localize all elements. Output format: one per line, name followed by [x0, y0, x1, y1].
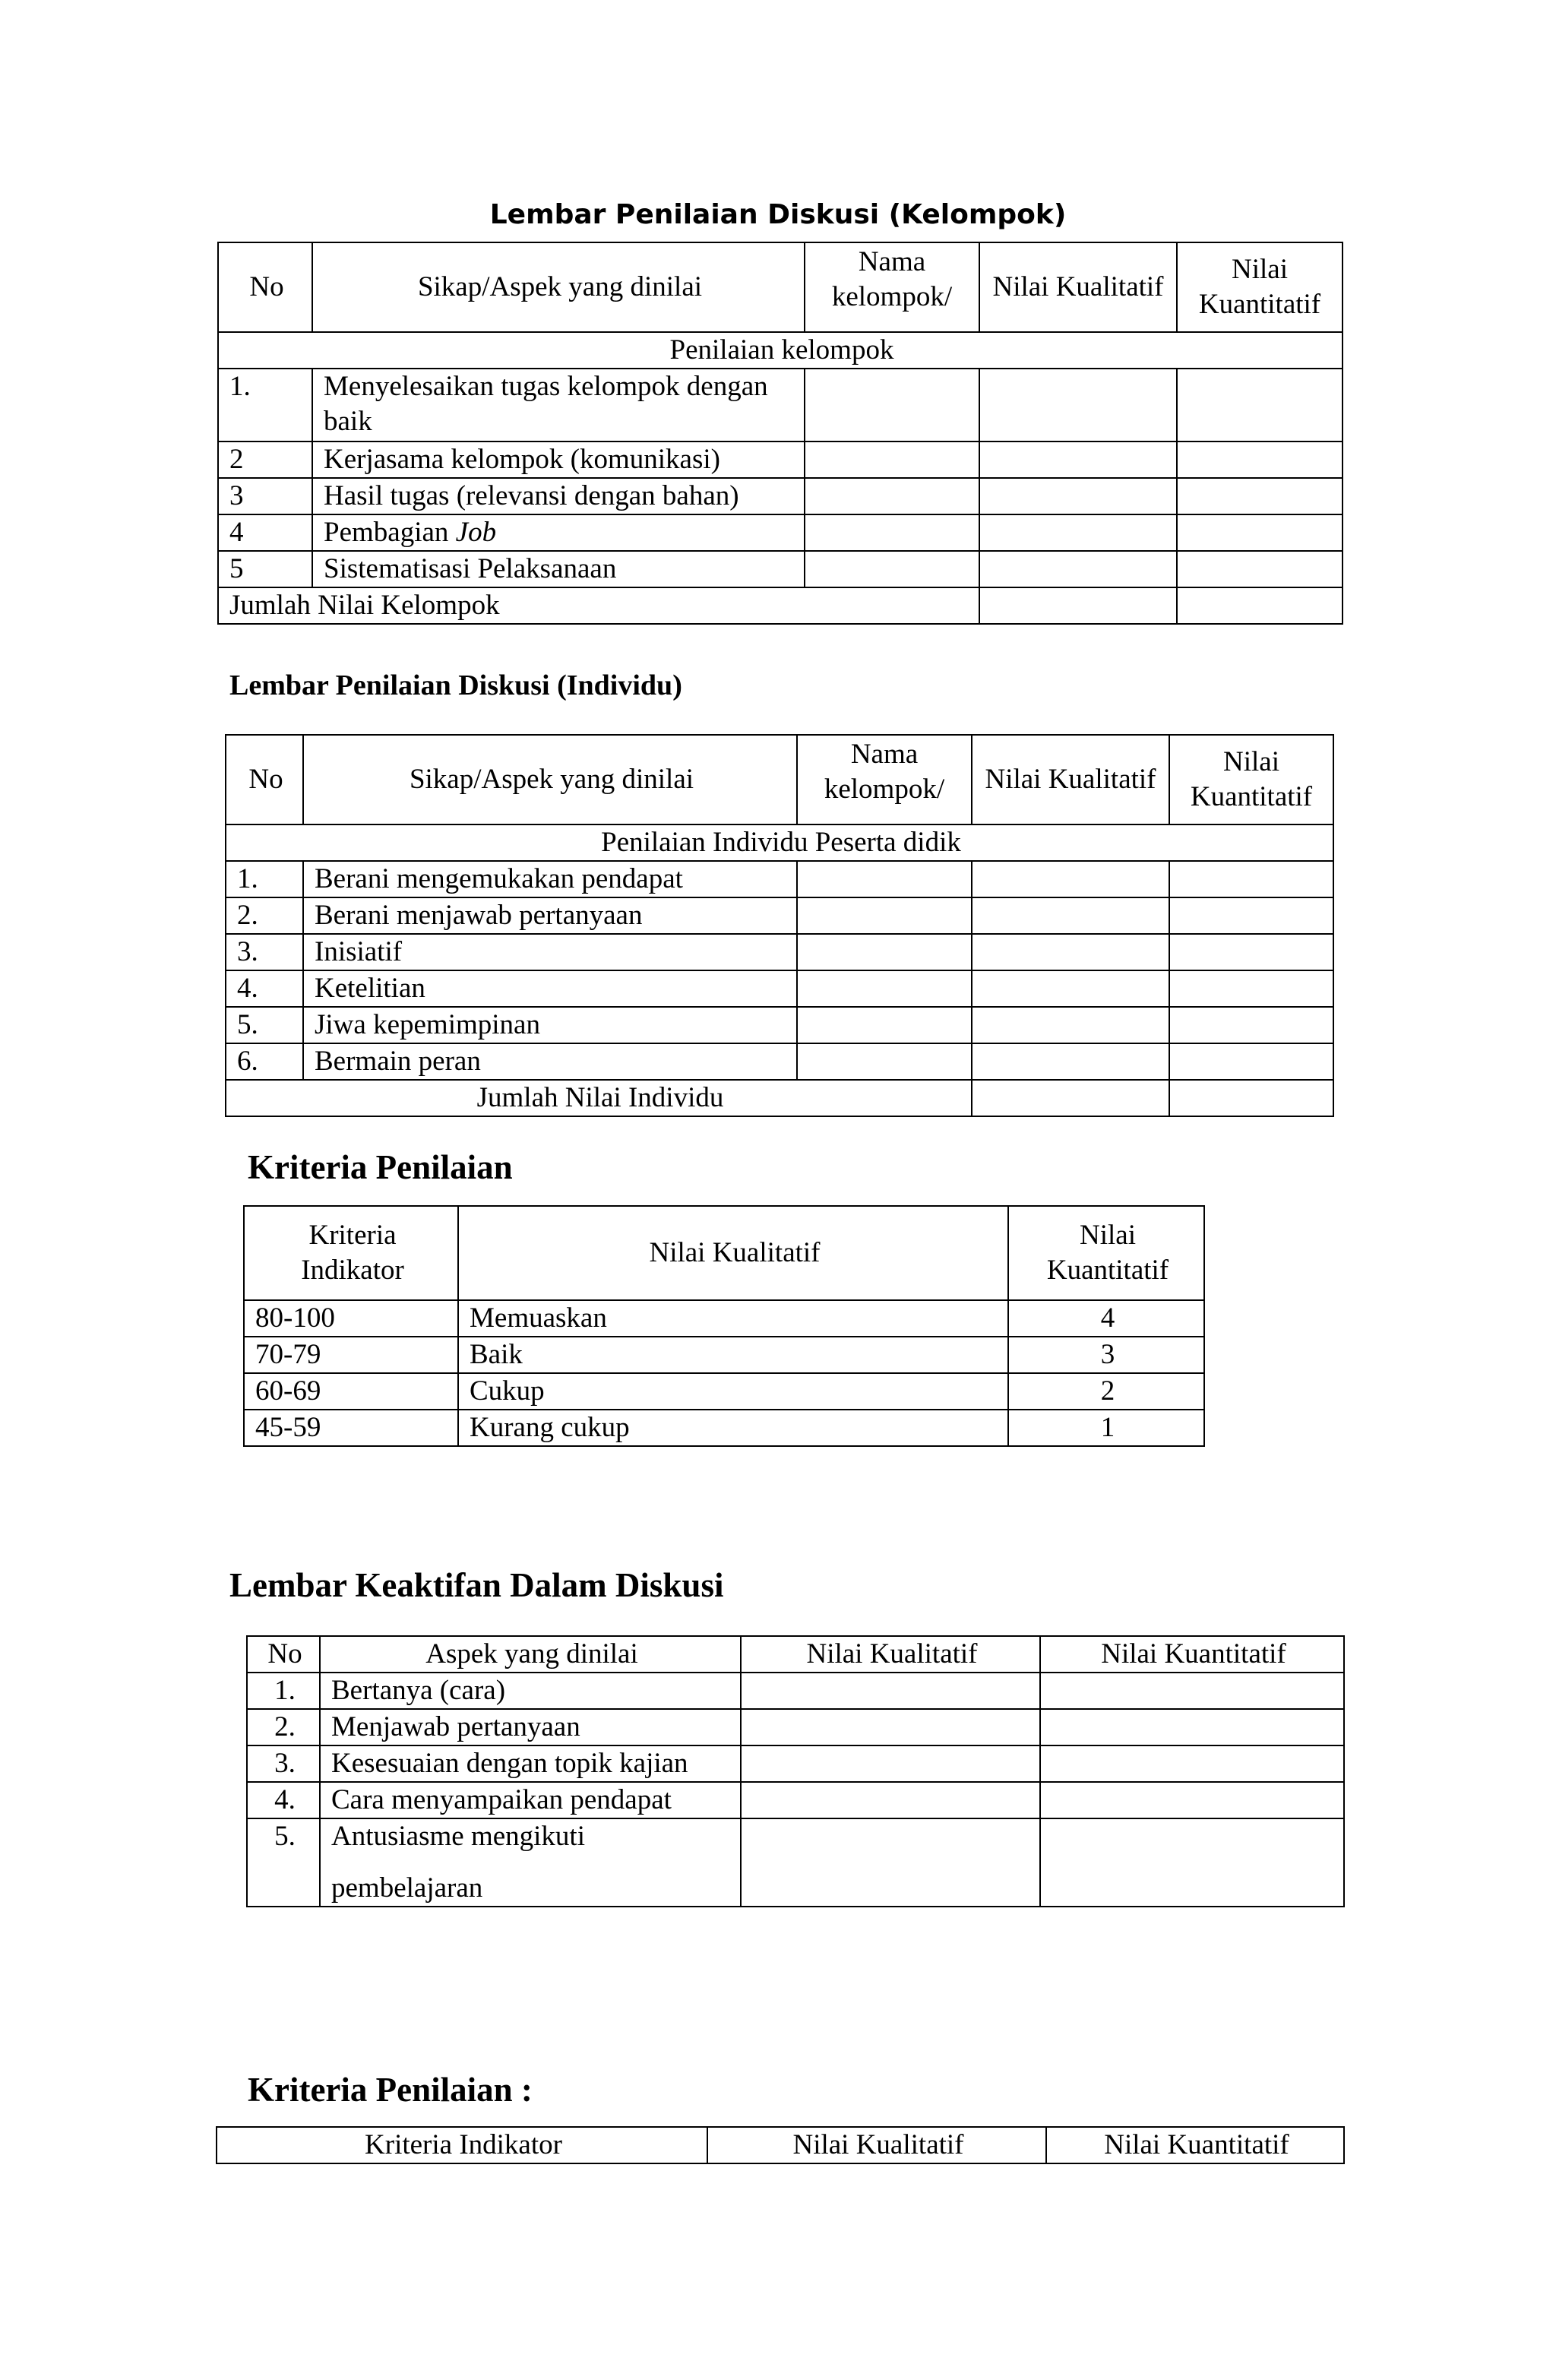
- row-no: 2.: [226, 897, 303, 934]
- section4-title: Lembar Keaktifan Dalam Diskusi: [229, 1566, 724, 1604]
- header-no: No: [247, 1636, 320, 1673]
- row-aspect: Menyelesaikan tugas kelompok dengan baik: [312, 369, 805, 442]
- name-cell: [797, 934, 972, 970]
- qualitative-cell: [741, 1745, 1040, 1782]
- name-cell: [797, 970, 972, 1007]
- header-qualitative: Nilai Kualitatif: [458, 1206, 1008, 1300]
- table-header-row: [218, 242, 1343, 332]
- header-criteria: Kriteria Indikator: [244, 1206, 458, 1300]
- name-cell: [805, 478, 979, 514]
- qualitative-cell: [979, 514, 1177, 551]
- row-no: 3.: [247, 1745, 320, 1782]
- name-cell: [797, 1007, 972, 1043]
- quantitative-cell: [1169, 1007, 1333, 1043]
- quantitative-cell: [1177, 587, 1343, 624]
- subheader-label: Penilaian Individu Peserta didik: [226, 824, 1333, 861]
- qualitative-value: Kurang cukup: [458, 1410, 1008, 1446]
- row-aspect: Hasil tugas (relevansi dengan bahan): [312, 478, 805, 514]
- row-aspect: Antusiasme mengikuti pembelajaran: [320, 1818, 741, 1907]
- table-row: [247, 1673, 1344, 1709]
- table-row: [226, 1043, 1333, 1080]
- row-no: 1.: [218, 369, 312, 442]
- name-cell: [805, 514, 979, 551]
- header-no: No: [226, 735, 303, 824]
- qualitative-cell: [972, 861, 1169, 897]
- table-header-row: [226, 735, 1333, 824]
- table-row: [247, 1782, 1344, 1818]
- qualitative-cell: [741, 1782, 1040, 1818]
- quantitative-cell: [1169, 1043, 1333, 1080]
- quantitative-cell: [1177, 478, 1343, 514]
- total-label: Jumlah Nilai Kelompok: [218, 587, 979, 624]
- row-aspect: Kerjasama kelompok (komunikasi): [312, 442, 805, 478]
- name-cell: [797, 861, 972, 897]
- row-no: 5.: [247, 1818, 320, 1907]
- subheader-row: [218, 332, 1343, 369]
- quantitative-cell: [1040, 1709, 1344, 1745]
- criteria-table: [243, 1205, 1205, 1447]
- table-row: [226, 897, 1333, 934]
- row-no: 1.: [226, 861, 303, 897]
- header-qualitative: Nilai Kualitatif: [741, 1636, 1040, 1673]
- row-no: 5.: [226, 1007, 303, 1043]
- row-aspect: Inisiatif: [303, 934, 797, 970]
- qualitative-value: Memuaskan: [458, 1300, 1008, 1337]
- quantitative-cell: [1169, 897, 1333, 934]
- qualitative-cell: [979, 369, 1177, 442]
- qualitative-value: Baik: [458, 1337, 1008, 1373]
- table-row: [244, 1337, 1204, 1373]
- quantitative-value: 3: [1008, 1337, 1204, 1373]
- row-aspect: Bertanya (cara): [320, 1673, 741, 1709]
- qualitative-cell: [741, 1709, 1040, 1745]
- header-qualitative: Nilai Kualitatif: [979, 242, 1177, 332]
- table-header-row: [244, 1206, 1204, 1300]
- row-aspect: Berani mengemukakan pendapat: [303, 861, 797, 897]
- table-row: [226, 1007, 1333, 1043]
- table-row: [218, 442, 1343, 478]
- header-group-name: Nama kelompok/: [797, 735, 972, 824]
- quantitative-cell: [1040, 1745, 1344, 1782]
- quantitative-cell: [1040, 1673, 1344, 1709]
- row-aspect: Cara menyampaikan pendapat: [320, 1782, 741, 1818]
- qualitative-cell: [972, 897, 1169, 934]
- quantitative-value: 1: [1008, 1410, 1204, 1446]
- table-row: [226, 861, 1333, 897]
- header-aspect: Sikap/Aspek yang dinilai: [303, 735, 797, 824]
- row-aspect: Jiwa kepemimpinan: [303, 1007, 797, 1043]
- table-header-row: [217, 2127, 1344, 2163]
- table-row: [218, 369, 1343, 442]
- group-assessment-table: [217, 242, 1343, 625]
- qualitative-cell: [979, 478, 1177, 514]
- row-no: 4.: [247, 1782, 320, 1818]
- row-aspect: Berani menjawab pertanyaan: [303, 897, 797, 934]
- table-row: [247, 1745, 1344, 1782]
- qualitative-cell: [979, 551, 1177, 587]
- header-quantitative: Nilai Kuantitatif: [1008, 1206, 1204, 1300]
- row-aspect: Menjawab pertanyaan: [320, 1709, 741, 1745]
- name-cell: [797, 1043, 972, 1080]
- header-criteria: Kriteria Indikator: [217, 2127, 707, 2163]
- criteria-range: 80-100: [244, 1300, 458, 1337]
- criteria-range: 60-69: [244, 1373, 458, 1410]
- header-aspect: Sikap/Aspek yang dinilai: [312, 242, 805, 332]
- row-no: 4.: [226, 970, 303, 1007]
- quantitative-cell: [1177, 442, 1343, 478]
- table-row: [244, 1300, 1204, 1337]
- quantitative-cell: [1169, 1080, 1333, 1116]
- quantitative-cell: [1040, 1782, 1344, 1818]
- table-header-row: [247, 1636, 1344, 1673]
- name-cell: [805, 442, 979, 478]
- table-row: [218, 514, 1343, 551]
- name-cell: [805, 369, 979, 442]
- criteria-table-2: [216, 2126, 1345, 2164]
- table-row: [226, 934, 1333, 970]
- qualitative-cell: [979, 587, 1177, 624]
- table-row: [247, 1709, 1344, 1745]
- header-qualitative: Nilai Kualitatif: [972, 735, 1169, 824]
- quantitative-cell: [1169, 861, 1333, 897]
- quantitative-cell: [1177, 551, 1343, 587]
- quantitative-cell: [1169, 934, 1333, 970]
- qualitative-cell: [741, 1673, 1040, 1709]
- quantitative-cell: [1040, 1818, 1344, 1907]
- table-row: [218, 478, 1343, 514]
- qualitative-cell: [972, 970, 1169, 1007]
- row-aspect: Bermain peran: [303, 1043, 797, 1080]
- quantitative-value: 4: [1008, 1300, 1204, 1337]
- section1-title: Lembar Penilaian Diskusi (Kelompok): [489, 199, 1067, 230]
- table-row: [244, 1373, 1204, 1410]
- header-aspect: Aspek yang dinilai: [320, 1636, 741, 1673]
- quantitative-cell: [1177, 514, 1343, 551]
- subheader-label: Penilaian kelompok: [218, 332, 1343, 369]
- total-row: [226, 1080, 1333, 1116]
- section2-title: Lembar Penilaian Diskusi (Individu): [229, 669, 682, 701]
- criteria-range: 70-79: [244, 1337, 458, 1373]
- section5-title: Kriteria Penilaian :: [248, 2071, 533, 2109]
- row-aspect: Kesesuaian dengan topik kajian: [320, 1745, 741, 1782]
- header-qualitative: Nilai Kualitatif: [707, 2127, 1046, 2163]
- table-row: [244, 1410, 1204, 1446]
- row-no: 6.: [226, 1043, 303, 1080]
- row-no: 3: [218, 478, 312, 514]
- total-row: [218, 587, 1343, 624]
- section3-title: Kriteria Penilaian: [248, 1148, 513, 1186]
- row-no: 2.: [247, 1709, 320, 1745]
- header-quantitative: Nilai Kuantitatif: [1169, 735, 1333, 824]
- row-no: 5: [218, 551, 312, 587]
- qualitative-cell: [972, 934, 1169, 970]
- qualitative-cell: [741, 1818, 1040, 1907]
- row-no: 3.: [226, 934, 303, 970]
- header-quantitative: Nilai Kuantitatif: [1040, 1636, 1344, 1673]
- quantitative-cell: [1177, 369, 1343, 442]
- table-row: [247, 1818, 1344, 1907]
- row-aspect: Ketelitian: [303, 970, 797, 1007]
- row-no: 4: [218, 514, 312, 551]
- row-aspect: Pembagian Job: [312, 514, 805, 551]
- criteria-range: 45-59: [244, 1410, 458, 1446]
- name-cell: [805, 551, 979, 587]
- qualitative-cell: [972, 1043, 1169, 1080]
- individual-assessment-table: [225, 734, 1334, 1117]
- qualitative-cell: [972, 1080, 1169, 1116]
- header-quantitative: Nilai Kuantitatif: [1046, 2127, 1344, 2163]
- header-quantitative: Nilai Kuantitatif: [1177, 242, 1343, 332]
- qualitative-cell: [972, 1007, 1169, 1043]
- header-group-name: Nama kelompok/: [805, 242, 979, 332]
- qualitative-value: Cukup: [458, 1373, 1008, 1410]
- header-no: No: [218, 242, 312, 332]
- subheader-row: [226, 824, 1333, 861]
- row-no: 1.: [247, 1673, 320, 1709]
- table-row: [226, 970, 1333, 1007]
- quantitative-value: 2: [1008, 1373, 1204, 1410]
- activity-table: [246, 1635, 1345, 1907]
- row-aspect: Sistematisasi Pelaksanaan: [312, 551, 805, 587]
- quantitative-cell: [1169, 970, 1333, 1007]
- table-row: [218, 551, 1343, 587]
- total-label: Jumlah Nilai Individu: [226, 1080, 972, 1116]
- qualitative-cell: [979, 442, 1177, 478]
- name-cell: [797, 897, 972, 934]
- row-no: 2: [218, 442, 312, 478]
